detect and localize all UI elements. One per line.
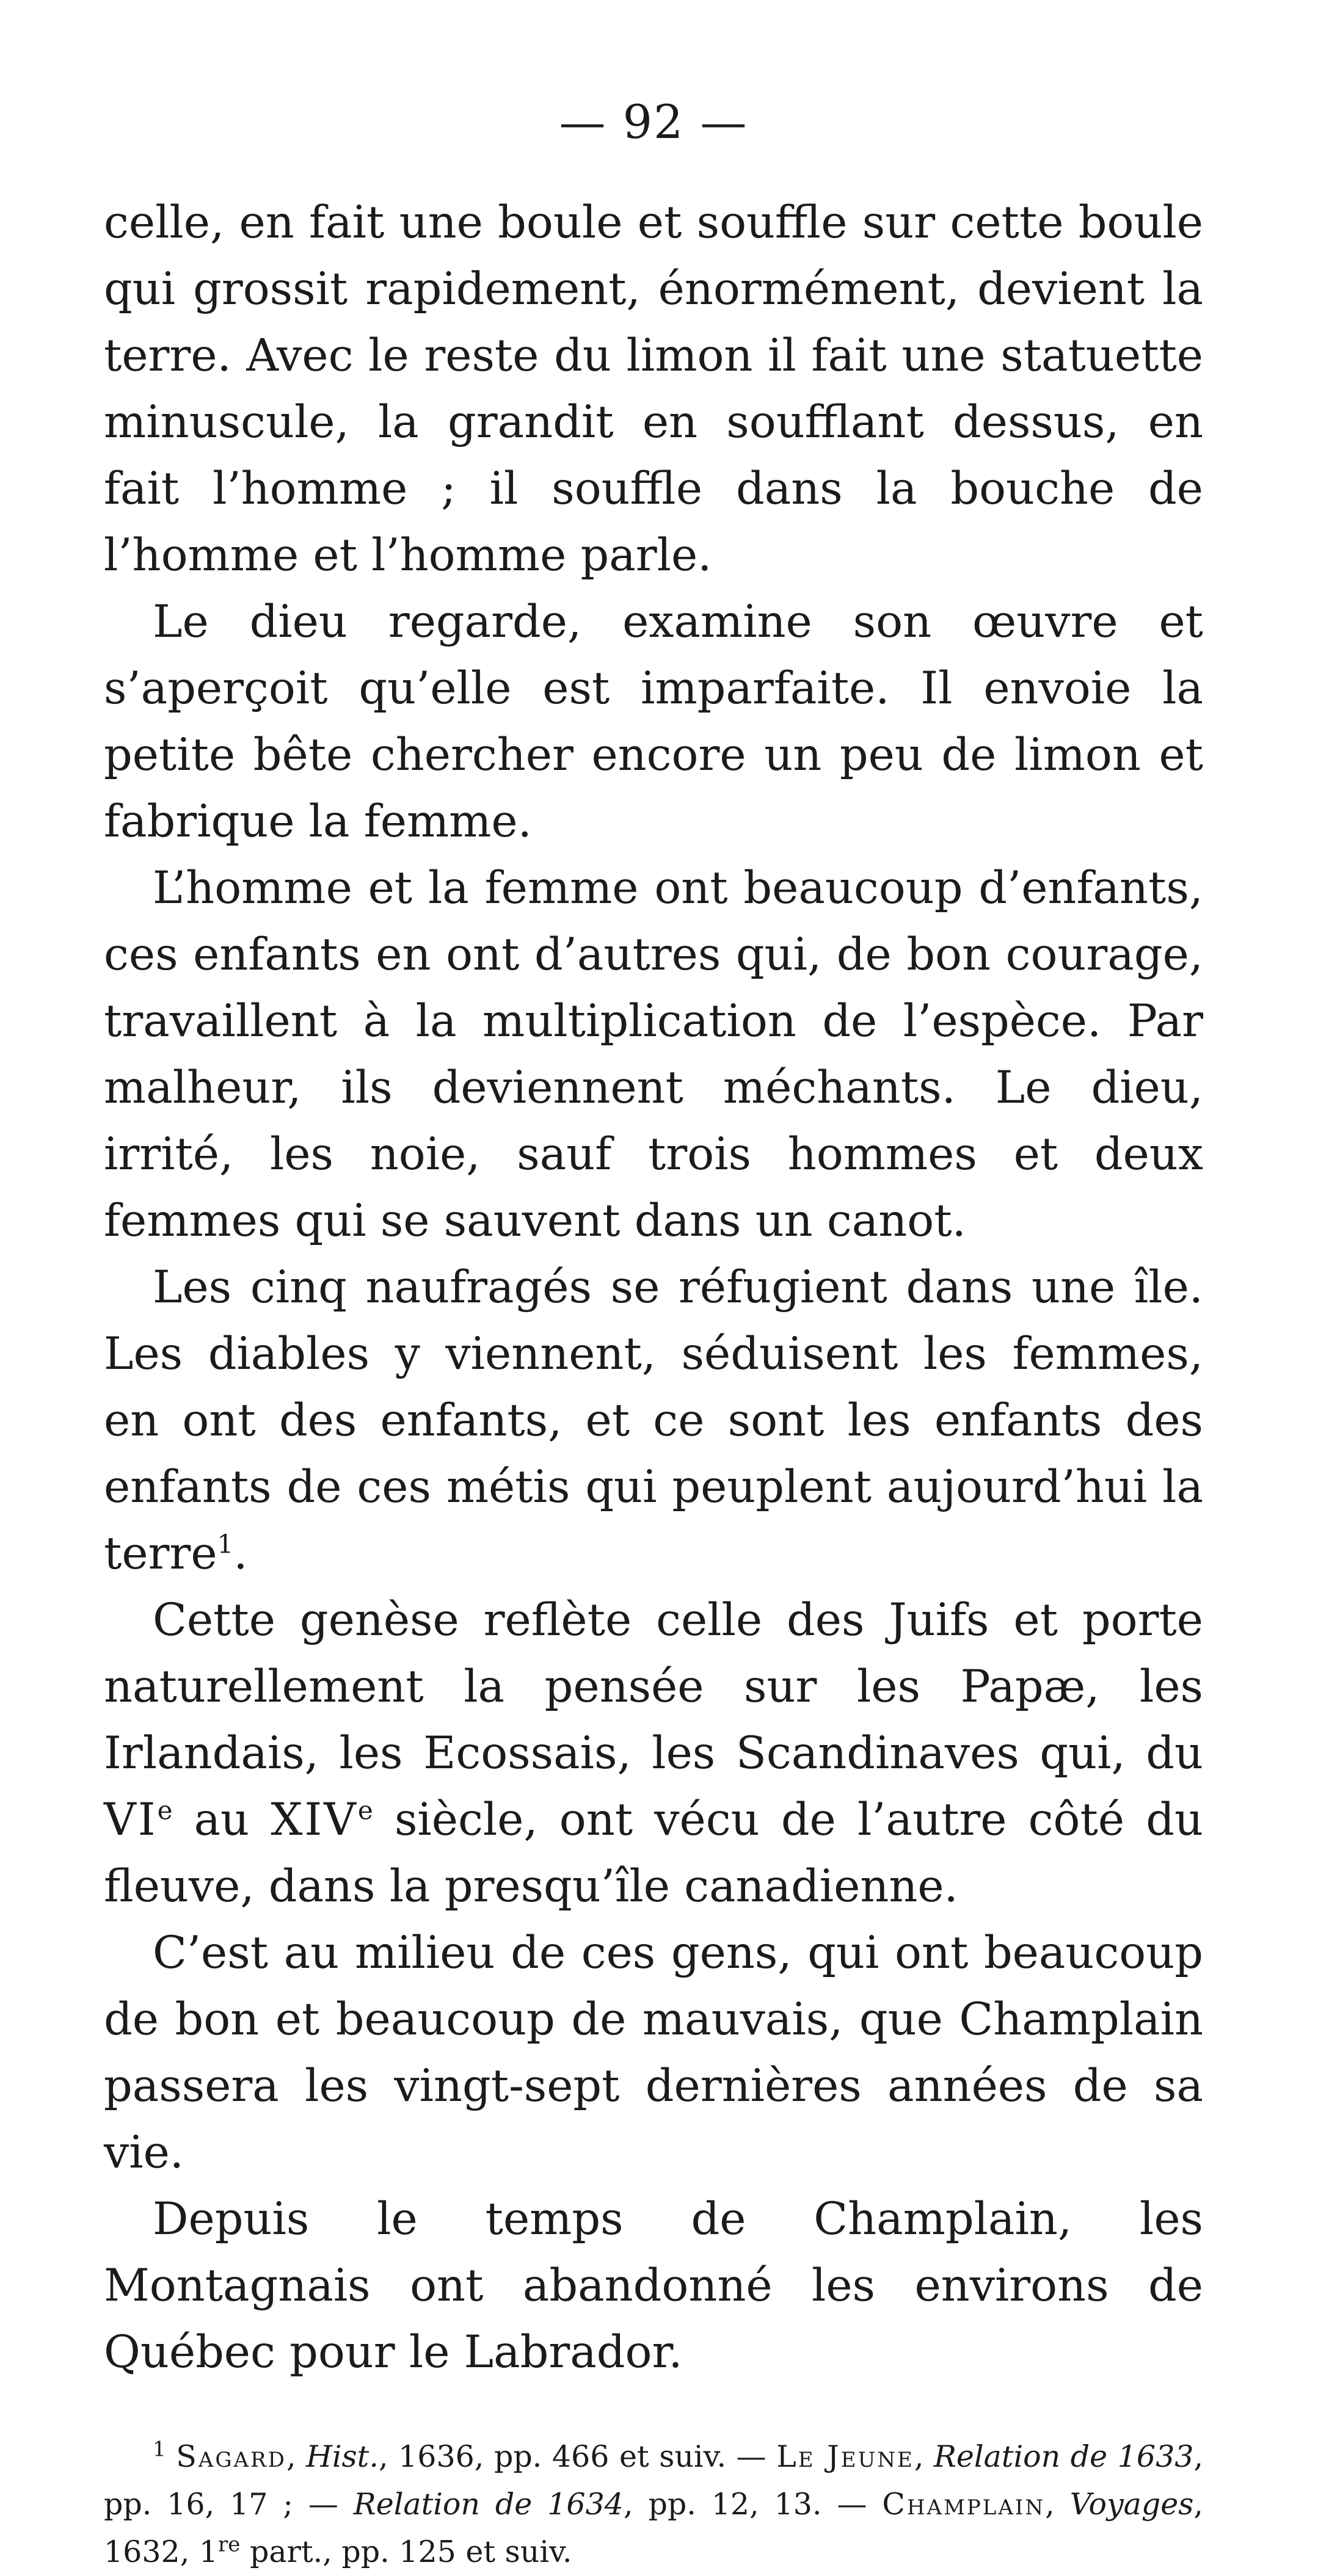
footnote-text: ,: [286, 2439, 307, 2474]
footnote-text: , pp. 16, 17 ; —: [104, 2439, 1204, 2522]
paragraph: [104, 1587, 1203, 1920]
ordinal-suffix: e: [157, 1795, 173, 1826]
ordinal-suffix: re: [218, 2532, 241, 2557]
page: [104, 92, 1203, 2576]
footnote: [104, 2433, 1203, 2576]
paragraph: celle, en fait une boule et souffle sur cette boule qui grossit rapidement, énormément, devient la terre. Avec le reste du limon il fait une statuette minuscule, la grandit en soufflant dessus, en fait l’homme ; il souffle dans la bouche de l’homme et l’homme parle.: [104, 197, 1203, 581]
ordinal-suffix: e: [357, 1795, 373, 1826]
footnote-reference: 1: [217, 1529, 234, 1559]
footnote-text: ,: [1045, 2487, 1070, 2522]
body-text: [104, 189, 1203, 2386]
footnote-author: Sagard: [176, 2439, 286, 2474]
footnotes: [104, 2433, 1203, 2576]
footnote-text: ,: [914, 2439, 934, 2474]
footnote-author: Champlain: [882, 2487, 1046, 2522]
footnote-author: Le Jeune: [776, 2439, 914, 2474]
paragraph: L’homme et la femme ont beaucoup d’enfants, ces enfants en ont d’autres qui, de bon courage, travaillent à la multiplication de l’espèce. Par malheur, ils deviennent méchants. Le dieu, irrité, les noie, sauf trois hommes et deux femmes qui se sauvent dans un canot.: [104, 862, 1203, 1247]
paragraph: Depuis le temps de Champlain, les Montagnais ont abandonné les environs de Québec pour le Labrador.: [104, 2193, 1203, 2378]
footnote-work: Voyages: [1069, 2487, 1194, 2522]
footnote-text: part., pp. 125 et suiv.: [240, 2534, 572, 2569]
footnote-work: Relation de 1633: [934, 2439, 1194, 2474]
footnote-work: Relation de 1634: [353, 2487, 624, 2522]
footnote-text: , 1636, pp. 466 et suiv. —: [378, 2439, 777, 2474]
paragraph-text: siècle, ont vécu de l’autre côté du fleuve, dans la presqu’île canadienne.: [104, 1794, 1203, 1912]
century-numeral: VI: [104, 1794, 158, 1846]
footnote-work: Hist.: [306, 2439, 379, 2474]
century-numeral: XIV: [271, 1794, 358, 1846]
paragraph-end: .: [233, 1528, 248, 1580]
footnote-mark: 1: [153, 2437, 166, 2462]
paragraph: C’est au milieu de ces gens, qui ont beaucoup de bon et beaucoup de mauvais, que Champlain passera les vingt-sept dernières années de sa vie.: [104, 1927, 1203, 2179]
paragraph-text: au: [172, 1794, 271, 1846]
footnote-text: , 1632, 1: [104, 2487, 1203, 2569]
paragraph-text: Cette genèse reflète celle des Juifs et porte naturellement la pensée sur les Papæ, les Irlandais, les Ecossais, les Scandinaves qui, du: [104, 1594, 1203, 1779]
paragraph: [104, 1254, 1203, 1587]
paragraph: Le dieu regarde, examine son œuvre et s’aperçoit qu’elle est imparfaite. Il envoie la petite bête chercher encore un peu de limon et fabrique la femme.: [104, 596, 1203, 847]
page-number: — 92 —: [559, 95, 748, 149]
paragraph-text: Les cinq naufragés se réfugient dans une île. Les diables y viennent, séduisent les femmes, en ont des enfants, et ce sont les enfants des enfants de ces métis qui peuplent aujourd’hui la terre: [104, 1261, 1203, 1580]
footnote-text: , pp. 12, 13. —: [623, 2487, 883, 2522]
